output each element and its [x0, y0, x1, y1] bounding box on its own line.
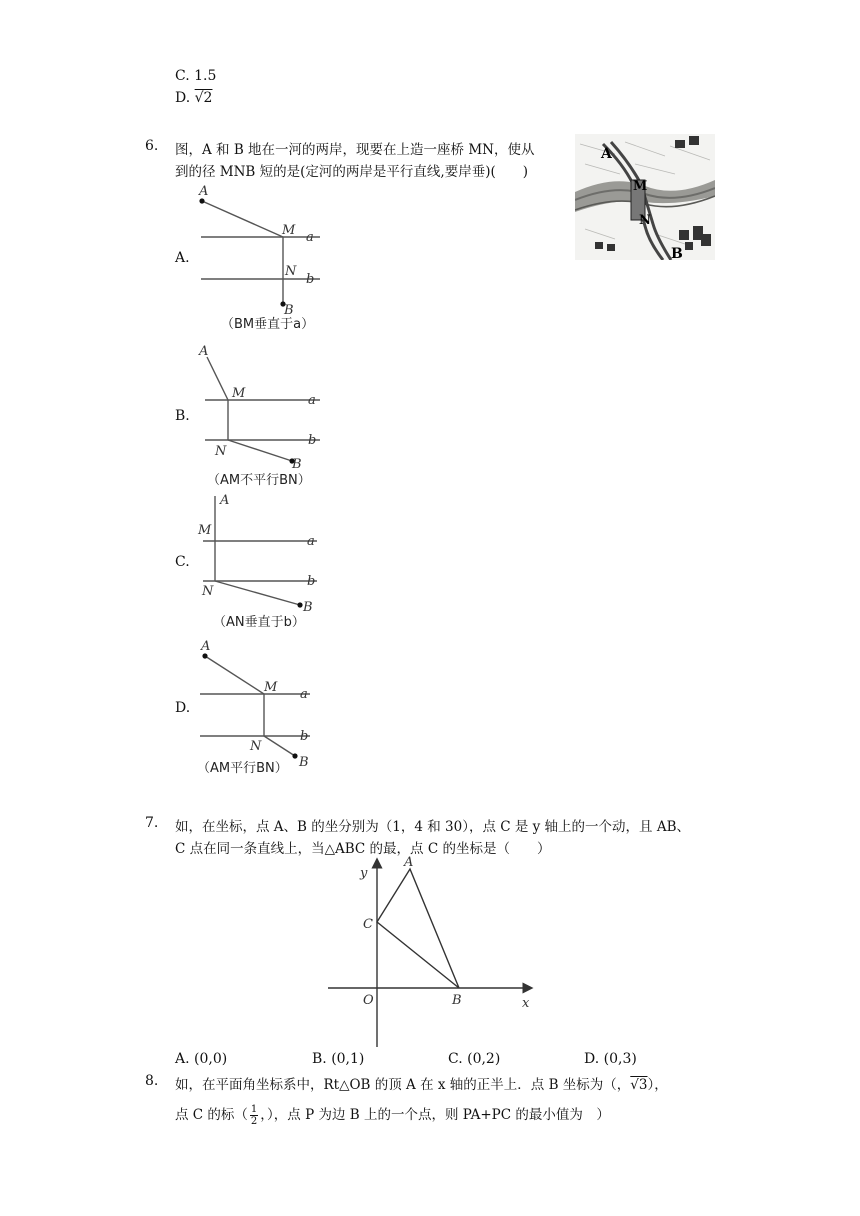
question-6-line1: 图，A 和 B 地在一河的两岸，现要在上造一座桥 MN，使从 [175, 142, 535, 158]
label-line-b: b [307, 574, 316, 589]
option-d-prev [175, 90, 212, 106]
q6-option-b-diagram [195, 340, 335, 490]
graph-label-c: C [363, 917, 373, 932]
graph-label-a: A [404, 855, 414, 870]
question-8-line1 [175, 1073, 668, 1093]
label-line-b: b [300, 729, 309, 744]
q6-option-a-label: A. [175, 250, 190, 266]
label-b: B [303, 600, 313, 615]
q6-option-c-caption: （AN垂直于b） [213, 615, 305, 630]
label-m: M [282, 223, 296, 238]
q6-option-b-caption: （AM不平行BN） [207, 473, 311, 488]
q8-frac-num: 1 [250, 1104, 258, 1115]
q7-option-c: C. (0,2) [448, 1051, 501, 1067]
graph-label-y: y [360, 866, 368, 881]
label-b: B [299, 755, 309, 770]
q6-option-b-label: B. [175, 408, 190, 424]
label-m: M [232, 386, 246, 401]
graph-label-o: O [363, 993, 374, 1008]
question-7-number: 7. [145, 815, 159, 831]
label-n: N [202, 584, 214, 599]
q7-option-d: D. (0,3) [584, 1051, 637, 1067]
label-line-a: a [308, 393, 316, 408]
label-a: A [201, 639, 211, 654]
label-m: M [264, 680, 278, 695]
q7-coordinate-graph [325, 855, 540, 1050]
q8-line1-end: ）， [647, 1077, 668, 1093]
label-a: A [220, 493, 230, 508]
label-a: A [199, 344, 209, 359]
q8-frac-den: 2 [250, 1116, 258, 1127]
q6-option-d-caption: （AM平行BN） [197, 761, 288, 776]
photo-label-b: B [671, 246, 683, 260]
photo-label-m: M [633, 179, 648, 194]
q8-sqrt3: √3 [630, 1077, 648, 1093]
label-line-a: a [307, 534, 315, 549]
question-6-number: 6. [145, 138, 159, 154]
question-8-number: 8. [145, 1073, 159, 1089]
q6-option-c-diagram [195, 490, 335, 635]
question-7-line1: 如，在坐标，点 A、B 的坐分别为（1，4 和 30），点 C 是 y 轴上的一个动，且 AB、 [175, 819, 691, 835]
graph-label-b: B [452, 993, 462, 1008]
label-line-b: b [306, 272, 315, 287]
question-6-line2: 到的径 MNB 短的是(定河的两岸是平行直线,要岸垂)( ) [175, 164, 528, 180]
label-n: N [215, 444, 227, 459]
label-line-a: a [300, 687, 308, 702]
label-n: N [250, 739, 262, 754]
option-d-label: D. [175, 90, 195, 106]
label-b: B [292, 457, 302, 472]
label-line-b: b [308, 433, 317, 448]
graph-label-x: x [522, 996, 530, 1011]
river-bridge-photo [575, 134, 715, 260]
label-a: A [199, 184, 209, 199]
q6-option-d-label: D. [175, 700, 191, 716]
q8-line2-end: ，），点 P 为边 B 上的一个点，则 PA+PC 的最小值为 ） [260, 1107, 610, 1123]
option-c-prev: C. 1.5 [175, 68, 217, 84]
q6-option-c-label: C. [175, 554, 190, 570]
question-8-line2 [175, 1103, 610, 1127]
question-7-line2: C 点在同一条直线上，当△ABC 的最，点 C 的坐标是（ ） [175, 841, 551, 857]
q7-option-b: B. (0,1) [312, 1051, 365, 1067]
q8-line1-text: 如，在平面角坐标系中，Rt△OB 的顶 A 在 x 轴的正半上．点 B 坐标为（， [175, 1077, 631, 1093]
q6-option-a-diagram [195, 182, 335, 332]
option-d-value: √2 [194, 90, 213, 106]
label-line-a: a [306, 230, 314, 245]
label-n: N [285, 264, 297, 279]
q6-option-d-diagram [195, 636, 335, 781]
q8-fraction [250, 1104, 258, 1127]
photo-label-a: A [601, 146, 612, 162]
label-m: M [198, 523, 212, 538]
q6-option-a-caption: （BM垂直于a） [221, 317, 315, 332]
label-b: B [284, 303, 294, 318]
q8-line2-text: 点 C 的标（ [175, 1107, 248, 1123]
photo-label-n: N [639, 213, 651, 228]
q7-option-a: A. (0,0) [175, 1051, 228, 1067]
